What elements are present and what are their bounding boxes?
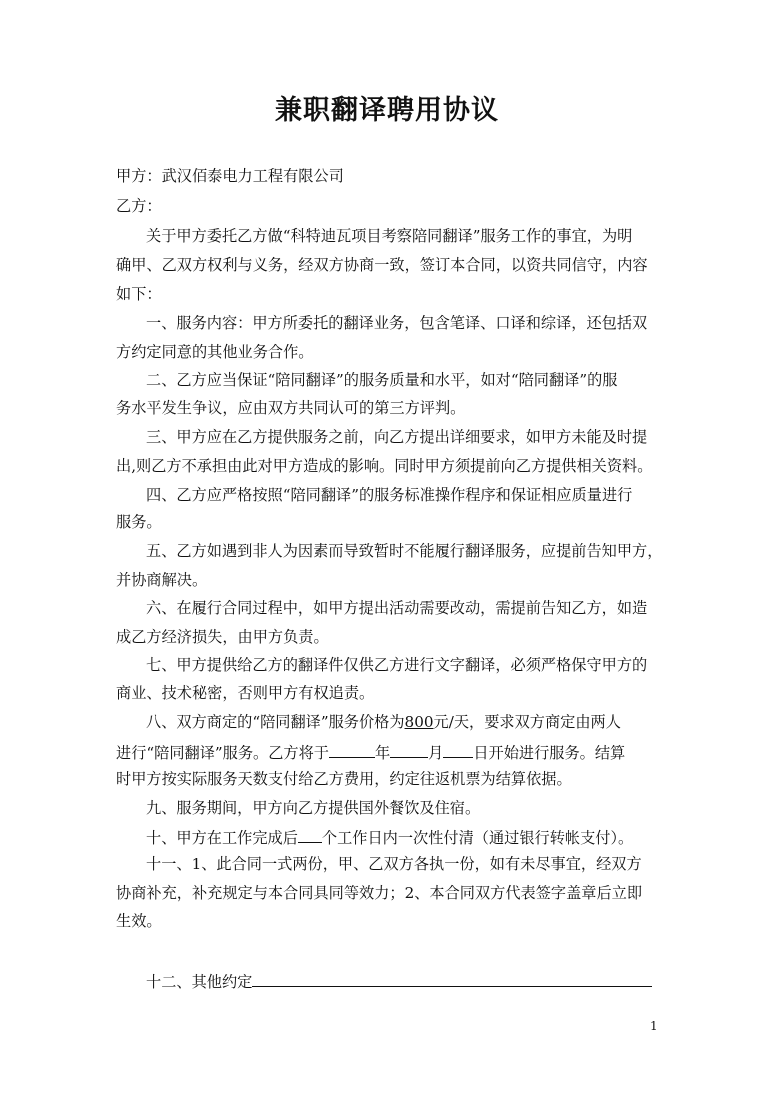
clause-3-line-1: 三、甲方应在乙方提供服务之前，向乙方提出详细要求，如甲方未能及时提 — [146, 428, 648, 446]
clause-11-line-2: 协商补充，补充规定与本合同具同等效力；2、本合同双方代表签字盖章后立即 — [116, 884, 643, 902]
other-terms-blank — [252, 970, 652, 987]
price-value: 800 — [404, 713, 434, 731]
clause-8-text-a: 八、双方商定的“陪同翻译”服务价格为 — [146, 713, 405, 731]
document-title: 兼职翻译聘用协议 — [275, 95, 499, 126]
day-blank — [443, 741, 473, 758]
clause-3-line-2: 出,则乙方不承担由此对甲方造成的影响。同时甲方须提前向乙方提供相关资料。 — [116, 457, 653, 475]
clause-4-line-2: 服务。 — [116, 513, 162, 531]
clause-8-line-3: 时甲方按实际服务天数支付给乙方费用，约定往返机票为结算依据。 — [116, 770, 572, 788]
clause-8-text-c: 进行“陪同翻译”服务。乙方将于 — [116, 744, 329, 762]
clause-5-line-1: 五、乙方如遇到非人为因素而导致暂时不能履行翻译服务，应提前告知甲方， — [146, 542, 663, 560]
clause-11-line-3: 生效。 — [116, 912, 162, 930]
clause-6-line-2: 成乙方经济损失，由甲方负责。 — [116, 628, 329, 646]
clause-1-line-1: 一、服务内容：甲方所委托的翻译业务，包含笔译、口译和综译，还包括双 — [146, 314, 648, 332]
clause-12 — [116, 970, 664, 992]
clause-10-text-b: 个工作日内一次性付清（通过银行转帐支付）。 — [321, 829, 634, 847]
intro-line-1: 关于甲方委托乙方做“科特迪瓦项目考察陪同翻译”服务工作的事宜，为明 — [146, 227, 633, 245]
clause-8-text-b: 元/天，要求双方商定由两人 — [433, 713, 621, 731]
party-a: 甲方：武汉佰泰电力工程有限公司 — [116, 167, 344, 185]
clause-9: 九、服务期间，甲方向乙方提供国外餐饮及住宿。 — [146, 799, 481, 817]
intro-line-2: 确甲、乙双方权利与义务，经双方协商一致，签订本合同，以资共同信守，内容 — [116, 256, 648, 274]
clause-11-line-1: 十一、1、此合同一式两份，甲、乙双方各执一份，如有未尽事宜，经双方 — [146, 855, 642, 873]
party-b: 乙方： — [116, 197, 162, 215]
clause-8-line-2 — [116, 741, 664, 763]
clause-10 — [116, 826, 664, 848]
page-number: 1 — [650, 1019, 658, 1033]
clause-10-text-a: 十、甲方在工作完成后 — [146, 829, 298, 847]
days-blank — [298, 826, 322, 843]
clause-7-line-1: 七、甲方提供给乙方的翻译件仅供乙方进行文字翻译，必须严格保守甲方的 — [146, 656, 648, 674]
clause-2-line-2: 务水平发生争议，应由双方共同认可的第三方评判。 — [116, 399, 466, 417]
clause-2-line-1: 二、乙方应当保证“陪同翻译”的服务质量和水平，如对“陪同翻译”的服 — [146, 371, 618, 389]
month-blank — [390, 741, 428, 758]
intro-line-3: 如下： — [116, 285, 162, 303]
clause-1-line-2: 方约定同意的其他业务合作。 — [116, 343, 314, 361]
month-label: 月 — [428, 744, 444, 762]
clause-6-line-1: 六、在履行合同过程中，如甲方提出活动需要改动，需提前告知乙方，如造 — [146, 599, 648, 617]
clause-4-line-1: 四、乙方应严格按照“陪同翻译”的服务标准操作程序和保证相应质量进行 — [146, 486, 633, 504]
clause-7-line-2: 商业、技术秘密，否则甲方有权追责。 — [116, 684, 375, 702]
clause-8-line-1 — [116, 712, 664, 732]
clause-12-label: 十二、其他约定 — [146, 973, 253, 991]
clause-5-line-2: 并协商解决。 — [116, 571, 208, 589]
year-label: 年 — [374, 744, 391, 762]
year-blank — [329, 741, 375, 758]
day-label: 日开始进行服务。结算 — [473, 744, 626, 762]
